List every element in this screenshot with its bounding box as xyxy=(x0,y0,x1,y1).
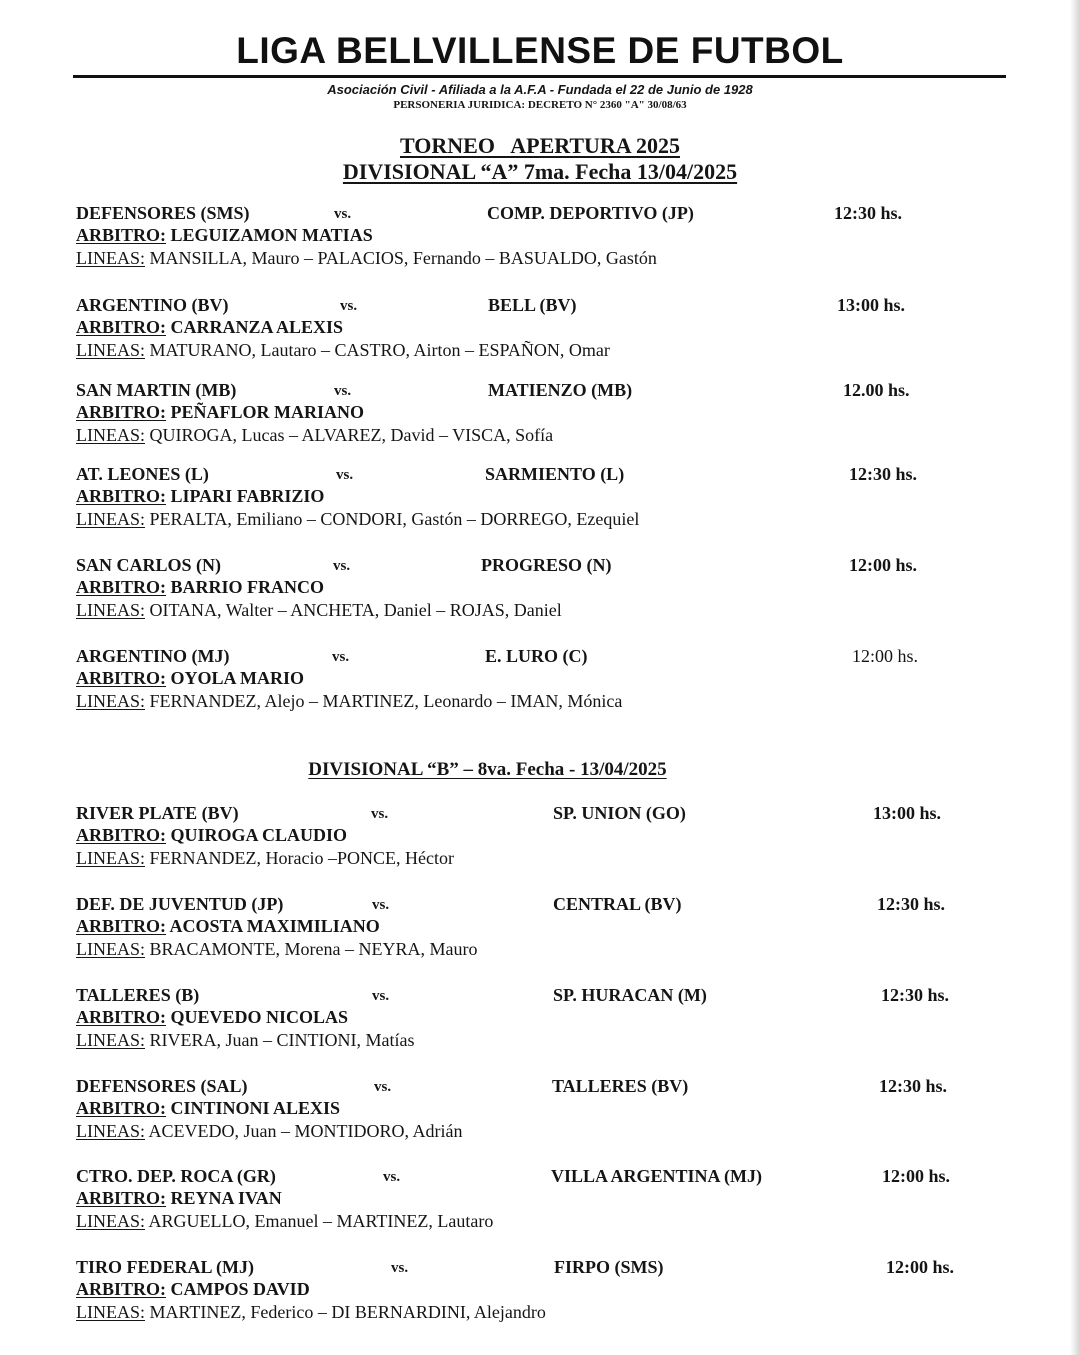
referee-line xyxy=(76,225,373,246)
referee-name: LEGUIZAMON MATIAS xyxy=(170,225,373,245)
vs-label: vs. xyxy=(333,558,351,574)
linesmen-names: RIVERA, Juan – CINTIONI, Matías xyxy=(149,1030,415,1050)
linesmen-label: LINEAS: xyxy=(76,340,145,360)
vs-label: vs. xyxy=(340,298,358,314)
linesmen-names: MATURANO, Lautaro – CASTRO, Airton – ESPAÑON, Omar xyxy=(149,340,610,360)
divisional-b-heading-text: DIVISIONAL “B” – 8va. Fecha - 13/04/2025 xyxy=(308,759,667,780)
referee-name: REYNA IVAN xyxy=(170,1188,282,1208)
linesmen-names: QUIROGA, Lucas – ALVAREZ, David – VISCA, Sofía xyxy=(149,425,554,445)
home-team: DEF. DE JUVENTUD (JP) xyxy=(76,894,284,914)
referee-label: ARBITRO: xyxy=(76,402,167,422)
referee-line xyxy=(76,1098,340,1119)
linesmen-line xyxy=(76,1121,463,1142)
match-b-4 xyxy=(76,1076,1036,1146)
match-time: 12:30 hs. xyxy=(877,894,946,914)
tournament-heading-text: TORNEO APERTURA 2025 xyxy=(400,133,680,158)
header-rule xyxy=(73,75,1006,78)
referee-label: ARBITRO: xyxy=(76,486,167,506)
linesmen-line xyxy=(76,425,553,446)
linesmen-names: BRACAMONTE, Morena – NEYRA, Mauro xyxy=(149,939,478,959)
match-a-3 xyxy=(76,380,1036,450)
linesmen-names: PERALTA, Emiliano – CONDORI, Gastón – DORREGO, Ezequiel xyxy=(149,509,640,529)
linesmen-label: LINEAS: xyxy=(76,509,145,529)
away-team: SARMIENTO (L) xyxy=(485,464,625,484)
away-team: CENTRAL (BV) xyxy=(553,894,682,914)
linesmen-label: LINEAS: xyxy=(76,691,145,711)
referee-label: ARBITRO: xyxy=(76,225,167,245)
away-team: SP. UNION (GO) xyxy=(553,803,686,823)
away-team: SP. HURACAN (M) xyxy=(553,985,707,1005)
away-team: VILLA ARGENTINA (MJ) xyxy=(551,1166,763,1186)
linesmen-label: LINEAS: xyxy=(76,1030,145,1050)
linesmen-label: LINEAS: xyxy=(76,1121,145,1141)
match-b-2 xyxy=(76,894,1036,964)
home-team: SAN MARTIN (MB) xyxy=(76,380,237,400)
linesmen-line xyxy=(76,248,657,269)
linesmen-label: LINEAS: xyxy=(76,248,145,268)
divisional-b-heading xyxy=(0,759,975,781)
away-team: MATIENZO (MB) xyxy=(488,380,633,400)
vs-label: vs. xyxy=(391,1260,409,1276)
match-time: 12.00 hs. xyxy=(843,380,910,400)
linesmen-label: LINEAS: xyxy=(76,425,145,445)
association-subtitle: Asociación Civil - Afiliada a la A.F.A - Fundada el 22 de Junio de 1928 xyxy=(327,82,753,97)
linesmen-label: LINEAS: xyxy=(76,1302,145,1322)
match-time: 12:00 hs. xyxy=(886,1257,955,1277)
linesmen-label: LINEAS: xyxy=(76,1211,145,1231)
referee-line xyxy=(76,825,347,846)
match-b-5 xyxy=(76,1166,1036,1236)
vs-label: vs. xyxy=(383,1169,401,1185)
away-team: BELL (BV) xyxy=(488,295,577,315)
referee-name: CAMPOS DAVID xyxy=(170,1279,310,1299)
vs-label: vs. xyxy=(374,1079,392,1095)
referee-name: LIPARI FABRIZIO xyxy=(170,486,325,506)
away-team: TALLERES (BV) xyxy=(552,1076,689,1096)
linesmen-line xyxy=(76,1211,493,1232)
linesmen-label: LINEAS: xyxy=(76,939,145,959)
match-time: 12:30 hs. xyxy=(834,203,903,223)
match-time: 12:00 hs. xyxy=(852,646,919,666)
vs-label: vs. xyxy=(336,467,354,483)
linesmen-label: LINEAS: xyxy=(76,600,145,620)
referee-line xyxy=(76,1007,348,1028)
vs-label: vs. xyxy=(371,806,389,822)
referee-line xyxy=(76,1188,282,1209)
referee-line xyxy=(76,916,380,937)
divisional-a-heading xyxy=(0,159,1080,185)
match-b-6 xyxy=(76,1257,1036,1327)
linesmen-line xyxy=(76,509,639,530)
away-team: COMP. DEPORTIVO (JP) xyxy=(487,203,694,223)
home-team: TALLERES (B) xyxy=(76,985,200,1005)
vs-label: vs. xyxy=(334,383,352,399)
linesmen-names: MARTINEZ, Federico – DI BERNARDINI, Alejandro xyxy=(149,1302,546,1322)
referee-label: ARBITRO: xyxy=(76,1098,167,1118)
league-title: LIGA BELLVILLENSE DE FUTBOL xyxy=(236,30,844,71)
vs-label: vs. xyxy=(372,897,390,913)
referee-name: CARRANZA ALEXIS xyxy=(170,317,344,337)
linesmen-names: ARGUELLO, Emanuel – MARTINEZ, Lautaro xyxy=(148,1211,494,1231)
match-time: 12:30 hs. xyxy=(849,464,918,484)
linesmen-line xyxy=(76,1302,546,1323)
referee-line xyxy=(76,317,343,338)
referee-label: ARBITRO: xyxy=(76,916,167,936)
referee-line xyxy=(76,577,324,598)
home-team: DEFENSORES (SAL) xyxy=(76,1076,248,1096)
legal-decree: PERSONERIA JURIDICA: DECRETO N° 2360 "A" 30/08/63 xyxy=(393,99,687,111)
linesmen-names: MANSILLA, Mauro – PALACIOS, Fernando – BASUALDO, Gastón xyxy=(149,248,657,268)
referee-name: OYOLA MARIO xyxy=(170,668,305,688)
referee-label: ARBITRO: xyxy=(76,317,167,337)
vs-label: vs. xyxy=(334,206,352,222)
page-edge-shadow xyxy=(1070,0,1080,1355)
home-team: DEFENSORES (SMS) xyxy=(76,203,250,223)
referee-name: QUIROGA CLAUDIO xyxy=(170,825,348,845)
away-team: FIRPO (SMS) xyxy=(554,1257,664,1277)
referee-label: ARBITRO: xyxy=(76,1007,167,1027)
match-b-3 xyxy=(76,985,1036,1055)
match-a-1 xyxy=(76,203,1036,273)
referee-label: ARBITRO: xyxy=(76,825,167,845)
referee-name: CINTINONI ALEXIS xyxy=(170,1098,341,1118)
match-a-4 xyxy=(76,464,1036,534)
referee-name: QUEVEDO NICOLAS xyxy=(170,1007,349,1027)
match-time: 12:00 hs. xyxy=(849,555,918,575)
linesmen-line xyxy=(76,600,562,621)
linesmen-names: OITANA, Walter – ANCHETA, Daniel – ROJAS, Daniel xyxy=(149,600,562,620)
match-a-5 xyxy=(76,555,1036,625)
vs-label: vs. xyxy=(332,649,350,665)
home-team: RIVER PLATE (BV) xyxy=(76,803,239,823)
match-time: 13:00 hs. xyxy=(837,295,906,315)
match-time: 12:30 hs. xyxy=(879,1076,948,1096)
tournament-heading xyxy=(0,133,1080,159)
referee-name: PEÑAFLOR MARIANO xyxy=(170,402,365,422)
match-time: 12:30 hs. xyxy=(881,985,950,1005)
referee-label: ARBITRO: xyxy=(76,577,167,597)
match-time: 13:00 hs. xyxy=(873,803,942,823)
linesmen-names: FERNANDEZ, Alejo – MARTINEZ, Leonardo – IMAN, Mónica xyxy=(149,691,623,711)
referee-name: ACOSTA MAXIMILIANO xyxy=(169,916,380,936)
referee-label: ARBITRO: xyxy=(76,1279,167,1299)
away-team: PROGRESO (N) xyxy=(481,555,612,575)
divisional-a-heading-text: DIVISIONAL “A” 7ma. Fecha 13/04/2025 xyxy=(342,159,738,184)
linesmen-names: FERNANDEZ, Horacio –PONCE, Héctor xyxy=(149,848,454,868)
home-team: CTRO. DEP. ROCA (GR) xyxy=(76,1166,276,1186)
referee-label: ARBITRO: xyxy=(76,1188,167,1208)
match-a-2 xyxy=(76,295,1036,365)
referee-line xyxy=(76,668,304,689)
linesmen-line xyxy=(76,340,610,361)
linesmen-line xyxy=(76,939,477,960)
match-time: 12:00 hs. xyxy=(882,1166,951,1186)
referee-line xyxy=(76,402,364,423)
linesmen-label: LINEAS: xyxy=(76,848,145,868)
referee-name: BARRIO FRANCO xyxy=(170,577,325,597)
match-a-6 xyxy=(76,646,1036,716)
home-team: AT. LEONES (L) xyxy=(76,464,209,484)
referee-line xyxy=(76,1279,310,1300)
home-team: ARGENTINO (MJ) xyxy=(76,646,230,666)
referee-line xyxy=(76,486,324,507)
match-b-1 xyxy=(76,803,1036,873)
linesmen-line xyxy=(76,848,454,869)
linesmen-names: ACEVEDO, Juan – MONTIDORO, Adrián xyxy=(148,1121,463,1141)
home-team: TIRO FEDERAL (MJ) xyxy=(76,1257,255,1277)
linesmen-line xyxy=(76,691,622,712)
home-team: SAN CARLOS (N) xyxy=(76,555,222,575)
home-team: ARGENTINO (BV) xyxy=(76,295,229,315)
linesmen-line xyxy=(76,1030,414,1051)
vs-label: vs. xyxy=(372,988,390,1004)
away-team: E. LURO (C) xyxy=(485,646,588,666)
referee-label: ARBITRO: xyxy=(76,668,167,688)
